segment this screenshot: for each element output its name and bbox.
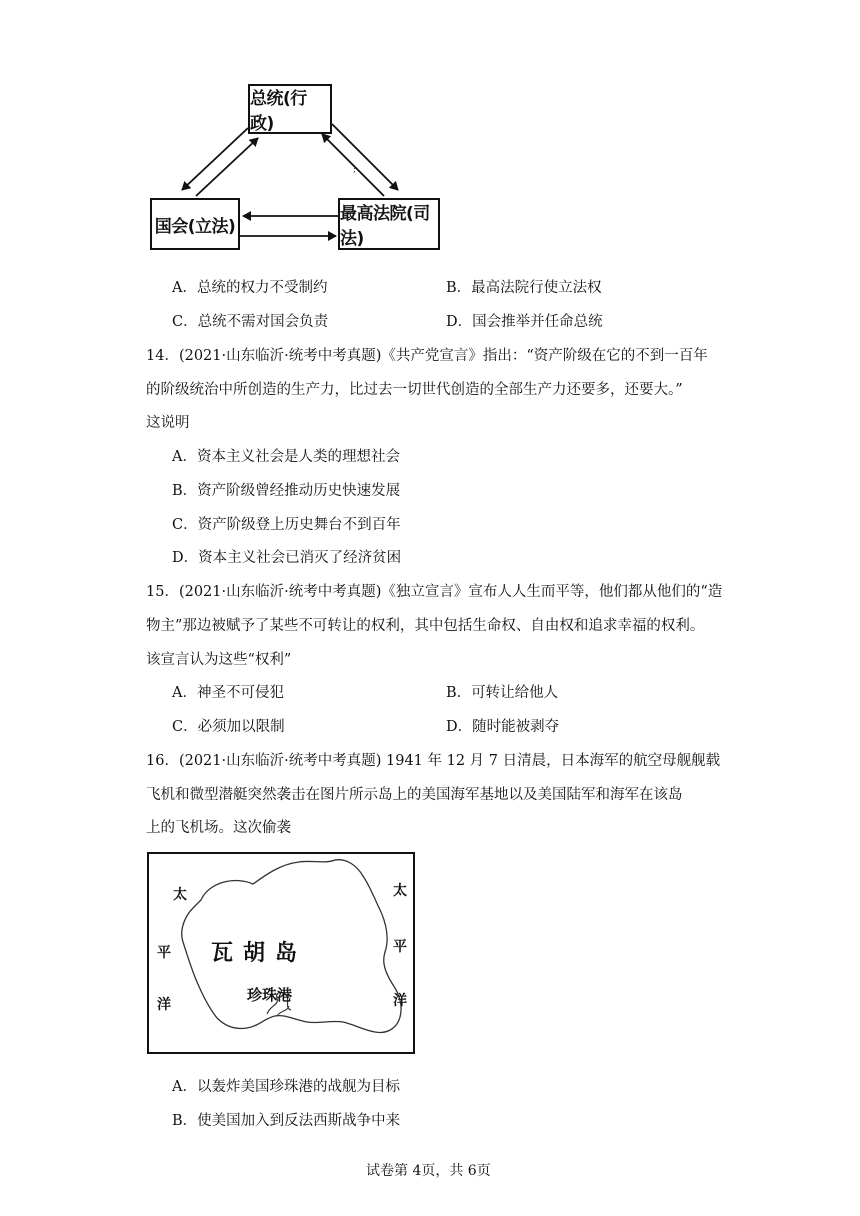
q14-stem-line-2: 的阶级统治中所创造的生产力，比过去一切世代创造的全部生产力还要多，还要大。” <box>146 382 683 398</box>
legislative-label: 国会(立法) <box>154 216 236 237</box>
left-ocean-char-1: 太 <box>173 887 187 903</box>
q16-option-a: A．以轰炸美国珍珠港的战舰为目标 <box>172 1079 400 1095</box>
separation-of-powers-diagram <box>140 78 430 260</box>
q13-option-c: C．总统不需对国会负责 <box>172 314 329 330</box>
q15-option-b: B．可转让给他人 <box>446 685 559 701</box>
q15-option-c: C．必须加以限制 <box>172 719 285 735</box>
right-ocean-char-1: 太 <box>393 883 407 899</box>
q15-stem-line-1: 15．(2021·山东临沂·统考中考真题)《独立宣言》宣布人人生而平等，他们都从他们的“造 <box>146 584 723 600</box>
q16-option-b: B．使美国加入到反法西斯战争中来 <box>172 1113 401 1129</box>
q15-option-d: D．随时能被剥夺 <box>446 719 560 735</box>
left-ocean-char-3: 洋 <box>157 997 171 1013</box>
judicial-label: 最高法院(司法) <box>340 204 430 249</box>
q16-stem-line-2: 飞机和微型潜艇突然袭击在图片所示岛上的美国海军基地以及美国陆军和海军在该岛 <box>146 787 683 803</box>
executive-label: 总统(行政) <box>250 89 307 134</box>
oahu-map <box>147 852 415 1054</box>
q14-option-d: D．资本主义社会已消灭了经济贫困 <box>172 550 402 566</box>
executive-box <box>248 84 332 134</box>
q14-option-b: B．资产阶级曾经推动历史快速发展 <box>172 483 401 499</box>
page-footer: 试卷第 4页，共 6页 <box>366 1163 491 1179</box>
right-ocean-char-2: 平 <box>393 939 407 955</box>
q15-option-a: A．神圣不可侵犯 <box>172 685 284 701</box>
judicial-box <box>338 198 440 250</box>
q14-option-c: C．资产阶级登上历史舞台不到百年 <box>172 517 401 533</box>
q14-option-a: A．资本主义社会是人类的理想社会 <box>172 449 400 465</box>
q15-stem-line-2: 物主”那边被赋予了某些不可转让的权利，其中包括生命权、自由权和追求幸福的权利。 <box>146 618 705 634</box>
q13-option-d: D．国会推举并任命总统 <box>446 314 603 330</box>
q14-stem-line-1: 14．(2021·山东临沂·统考中考真题)《共产党宣言》指出：“资产阶级在它的不到一百年 <box>146 348 708 364</box>
harbor-name: 珍珠港 <box>247 986 293 1004</box>
q15-stem-line-3: 该宣言认为这些“权利” <box>146 652 292 668</box>
right-ocean-char-3: 洋 <box>393 993 407 1009</box>
svg-text:;: ; <box>353 165 357 175</box>
q16-stem-line-1: 16．(2021·山东临沂·统考中考真题) 1941 年 12 月 7 日清晨，日本海军的航空母舰舰载 <box>146 753 721 769</box>
island-name: 瓦胡岛 <box>211 941 308 966</box>
q16-stem-line-3: 上的飞机场。这次偷袭 <box>146 820 291 836</box>
left-ocean-char-2: 平 <box>157 945 171 961</box>
q14-stem-line-3: 这说明 <box>146 415 190 431</box>
q13-option-a: A．总统的权力不受制约 <box>172 280 328 296</box>
legislative-box <box>150 198 240 250</box>
q13-option-b: B．最高法院行使立法权 <box>446 280 602 296</box>
